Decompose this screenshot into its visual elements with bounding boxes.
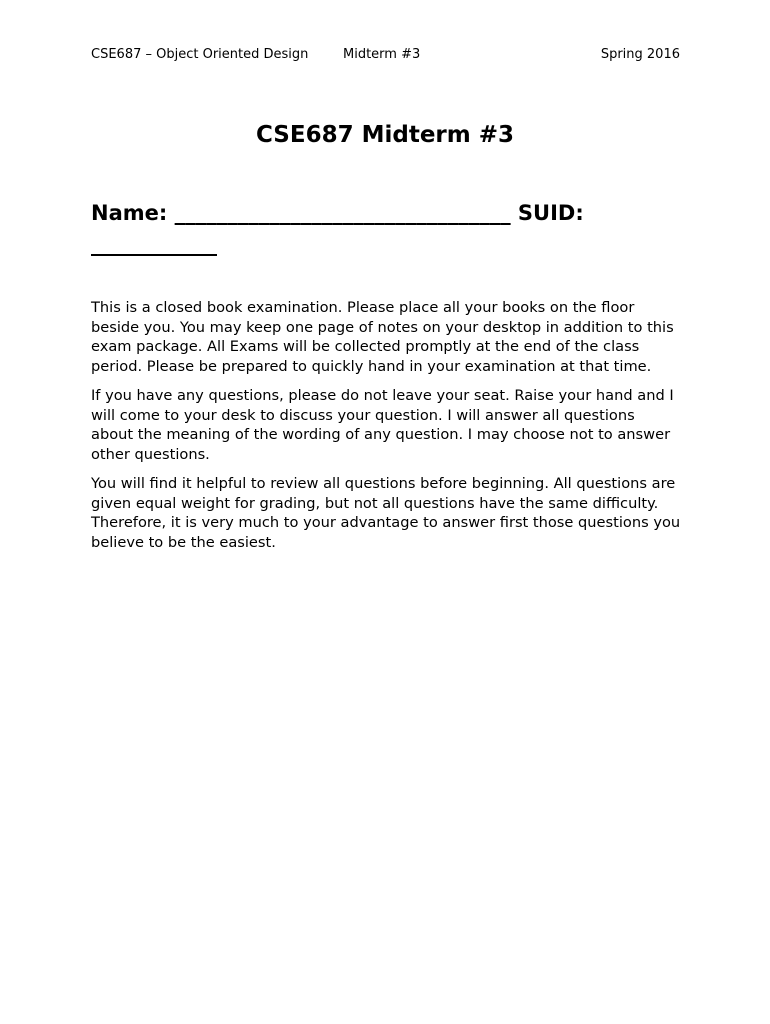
instructions-paragraph-1: This is a closed book examination. Please place all your books on the floor beside you. You may keep one page of notes on your desktop in addition to this exam package. All Exams will be collected promptly at the end of the class period. Please be prepared to quickly hand in your examination at that time. bbox=[91, 299, 674, 375]
instructions-paragraph-2: If you have any questions, please do not leave your seat. Raise your hand and I will come to your desk to discuss your question. I will answer all questions about the meaning of the wording of any question. I may choose not to answer other questions. bbox=[91, 387, 674, 463]
running-header bbox=[91, 46, 680, 66]
instructions-paragraph-3: You will find it helpful to review all questions before beginning. All questions are given equal weight for grading, but not all questions have the same difficulty. Therefore, it is very much to your advantage to answer first those questions you believe to be the easiest. bbox=[91, 475, 681, 551]
name-suid-line: Name: ________________________________ SUID: ____________ bbox=[91, 201, 584, 256]
page-title: CSE687 Midterm #3 bbox=[255, 122, 515, 148]
instructions bbox=[91, 298, 681, 562]
header-term: Spring 2016 bbox=[600, 47, 680, 62]
header-exam: Midterm #3 bbox=[343, 47, 421, 62]
header-course: CSE687 – Object Oriented Design bbox=[91, 47, 309, 62]
